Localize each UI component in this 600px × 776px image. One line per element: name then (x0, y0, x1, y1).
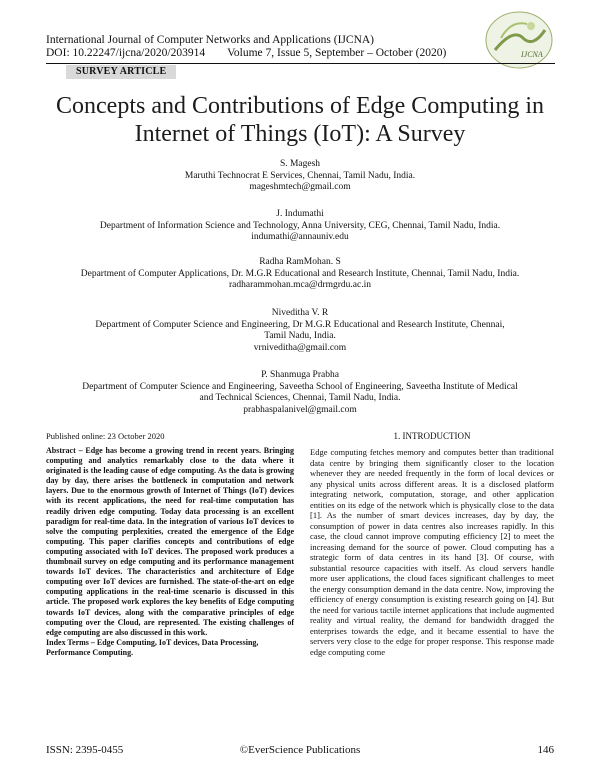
page-number: 146 (537, 744, 554, 756)
author-affiliation: Maruthi Technocrat E Services, Chennai, Tamil Nadu, India. (184, 170, 416, 181)
author-name: J. Indumathi (276, 209, 324, 219)
author-name: S. Magesh (279, 159, 321, 169)
published-date: Published online: 23 October 2020 (46, 431, 165, 441)
introduction-text: Edge computing fetches memory and computes better than traditional data centre by bringing them significantly closer to the location whenever they are needed frequently in the form of local devices or any physical units across different areas. It is a disclosed platform integrating network, computation, storage, and other application entities on its edge of the network which is physically close to the data [1]. As the number of smart devices increases, day by day, the consumption of power in data centres also increases rapidly. In this case, the cloud cannot improve computing efficiency [2] to meet the increasing demand for the source of power. Cloud computing has a strategic form of data centres in its hand [3]. Of course, with substantial resource capacities with itself. As cloud servers handle more user applications, the cloud faces significant challenges to meet the energy consumption demand in the data centre. Now, improving the efficiency of energy consumption is existing research going on [4]. But the need for various tactile internet applications that include augmented reality and virtual reality, the demand for bandwidth dragged the enterprises towards the edge, and it became essential to have the servers very close to the edge for proper response. This response made edge computing come (310, 447, 554, 657)
author-email: radharammohan.mca@drmgrdu.ac.in (229, 280, 371, 290)
journal-name: International Journal of Computer Networks and Applications (IJCNA) (46, 34, 375, 46)
volume-issue: Volume 7, Issue 5, September – October (2020) (227, 47, 447, 59)
author-block (30, 370, 570, 416)
author-email: mageshmtech@gmail.com (249, 182, 351, 192)
section-heading: 1. INTRODUCTION (393, 431, 471, 441)
author-affiliation: Tamil Nadu, India. (264, 331, 336, 341)
footer-issn: ISSN: 2395-0455 (46, 744, 124, 756)
author-affiliation: Department of Computer Applications, Dr. M.G.R Educational and Research Institute, Chennai, Tamil Nadu, India. (80, 268, 520, 279)
paper-title (40, 92, 560, 148)
author-affiliation: Department of Information Science and Technology, Anna University, CEG, Chennai, Tamil Nadu, India. (99, 220, 501, 231)
logo-text: IJCNA (521, 50, 543, 59)
index-terms: Index Terms – Edge Computing, IoT devices, Data Processing, Performance Computing. (46, 638, 259, 657)
author-name: Radha RamMohan. S (259, 257, 341, 267)
author-email: indumathi@annauniv.edu (251, 232, 349, 242)
journal-meta (46, 47, 526, 60)
doi: DOI: 10.22247/ijcna/2020/203914 (46, 47, 206, 59)
author-email: vrniveditha@gmail.com (253, 342, 347, 353)
header-divider (46, 63, 555, 64)
author-affiliation: Department of Computer Science and Engineering, Saveetha School of Engineering, Saveetha Institute of Medical (82, 381, 518, 392)
author-email: prabhaspalanivel@gmail.com (243, 404, 357, 415)
footer-publisher: ©EverScience Publications (239, 744, 361, 756)
title-line-2: Internet of Things (IoT): A Survey (134, 121, 466, 147)
author-block (30, 308, 570, 354)
journal-header (46, 34, 526, 60)
author-block (30, 209, 570, 244)
author-affiliation: Department of Computer Science and Engineering, Dr M.G.R Educational and Research Institute, Chennai, (95, 319, 505, 330)
author-affiliation: and Technical Sciences, Chennai, Tamil Nadu, India. (199, 393, 401, 403)
author-block (30, 159, 570, 194)
abstract-text: Abstract – Edge has become a growing trend in recent years. Bringing computing and analytics remarkably close to the data where it originated is the leading cause of edge computing. As the data is growing day by day, there arises the bottleneck in computation and network layers. Due to the enormous growth of Internet of Things (IoT) devices with its recent applications, the need for real-time computation has readily driven edge computing. Today data processing is an excellent paradigm for real-time data. In the integration of various IoT devices to solve the computing perplexities, created the emergence of the Edge computing. This paper clarifies concepts and contributions of edge computing associated with IoT devices. The proposed work produces a thumbnail survey on edge computing and its performance management towards IoT devices. The characteristics and architecture of Edge computing over IoT devices are furnished. The state-of-the-art on edge computing applications in the real-time scenario is discussed in this article. The proposed work explores the key benefits of Edge computing towards IoT devices, along with the comparative principles of edge computing over the Cloud, are represented. The existing challenges of edge computing are also discussed in this work. (46, 446, 294, 637)
author-block (30, 257, 570, 292)
author-name: P. Shanmuga Prabha (261, 370, 339, 380)
author-name: Niveditha V. R (271, 308, 329, 318)
abstract (46, 446, 294, 638)
article-type-label: SURVEY ARTICLE (66, 65, 176, 79)
title-line-1: Concepts and Contributions of Edge Computing in (56, 93, 544, 119)
